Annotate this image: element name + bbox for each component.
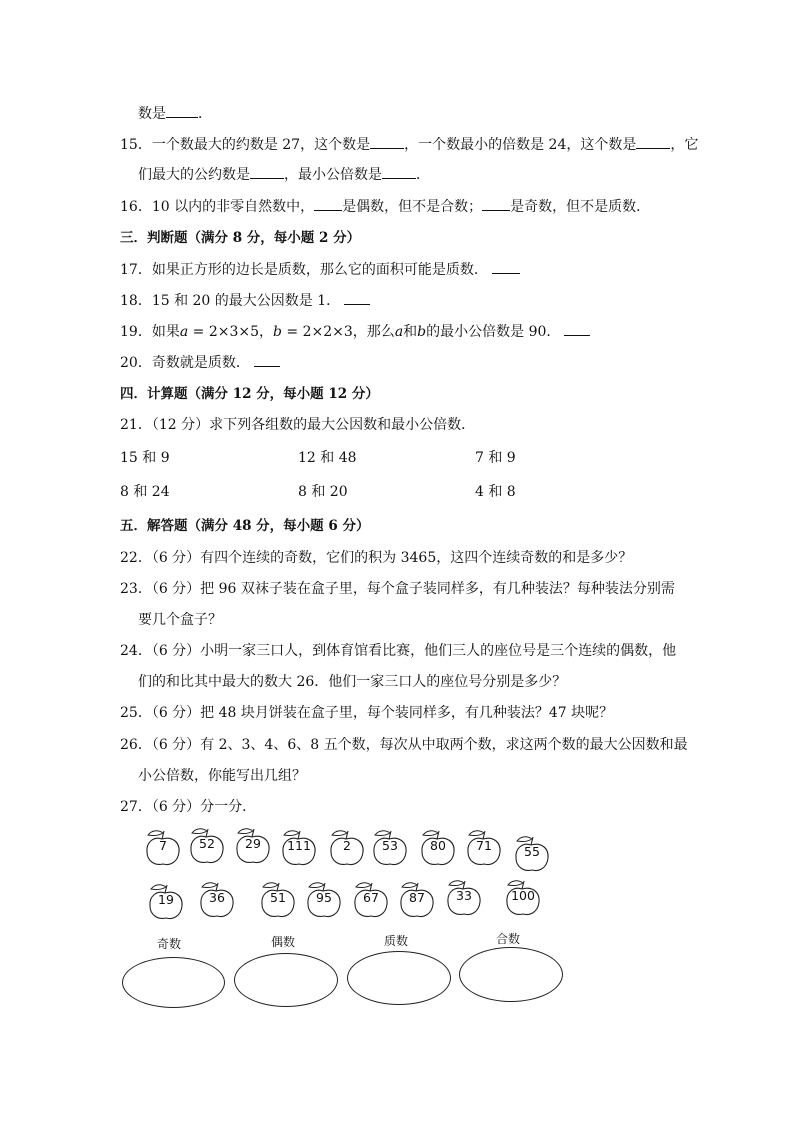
apple-number[interactable]: 111 — [278, 828, 314, 864]
question-23-line2: 要几个盒子？ — [138, 612, 222, 628]
pair-item: 8 和 20 — [298, 484, 348, 500]
question-15-line1: 15．一个数最大的约数是 27，这个数是 ，一个数最小的倍数是 24，这个数是 ，它 — [120, 134, 698, 155]
apple-number[interactable]: 52 — [186, 826, 222, 862]
question-22: 22．（6 分）有四个连续的奇数，它们的积为 3465，这四个连续奇数的和是多少？ — [120, 550, 633, 566]
answer-blank[interactable] — [482, 196, 510, 211]
category-label-prime: 质数 — [384, 934, 409, 948]
pair-item: 15 和 9 — [120, 450, 170, 466]
question-24-line1: 24．（6 分）小明一家三口人，到体育馆看比赛，他们三人的座位号是三个连续的偶数，他 — [120, 643, 677, 659]
apple-number[interactable]: 55 — [511, 834, 547, 870]
question-21: 21．（12 分）求下列各组数的最大公因数和最小公倍数． — [120, 417, 476, 433]
answer-blank[interactable] — [314, 196, 342, 211]
pair-item: 12 和 48 — [298, 450, 357, 466]
category-label-composite: 合数 — [496, 932, 521, 946]
apple-number[interactable]: 67 — [350, 880, 386, 916]
apple-number[interactable]: 36 — [196, 880, 232, 916]
question-20: 20．奇数就是质数． — [120, 352, 280, 373]
category-label-odd: 奇数 — [157, 937, 182, 951]
pair-item: 7 和 9 — [475, 450, 516, 466]
category-label-even: 偶数 — [271, 935, 296, 949]
question-16: 16．10 以内的非零自然数中， 是偶数，但不是合数； 是奇数，但不是质数． — [120, 196, 650, 217]
apple-number[interactable]: 87 — [396, 880, 432, 916]
question-17: 17．如果正方形的边长是质数，那么它的面积可能是质数． — [120, 259, 520, 280]
apple-number[interactable]: 51 — [257, 880, 293, 916]
answer-blank[interactable] — [564, 321, 590, 336]
answer-blank[interactable] — [166, 103, 198, 118]
pair-item: 4 和 8 — [475, 484, 516, 500]
apple-number[interactable]: 33 — [443, 878, 479, 914]
section-4-heading: 四．计算题（满分 12 分，每小题 12 分） — [120, 386, 379, 402]
question-26-line2: 小公倍数，你能写出几组？ — [138, 768, 306, 784]
answer-blank[interactable] — [254, 352, 280, 367]
question-19: 19．如果a = 2×3×5，b = 2×2×3，那么a和b的最小公倍数是 90． — [120, 321, 590, 342]
question-18: 18．15 和 20 的最大公因数是 1． — [120, 290, 370, 311]
answer-blank[interactable] — [492, 259, 520, 274]
question-23-line1: 23．（6 分）把 96 双袜子装在盒子里，每个盒子装同样多，有几种装法？每种装法分别需 — [120, 581, 675, 597]
answer-blank[interactable] — [382, 164, 416, 179]
apple-number[interactable]: 29 — [232, 826, 268, 862]
answer-blank[interactable] — [250, 164, 284, 179]
section-5-heading: 五．解答题（满分 48 分，每小题 6 分） — [120, 518, 370, 534]
apple-number[interactable]: 7 — [142, 828, 178, 864]
question-25: 25．（6 分）把 48 块月饼装在盒子里，每个装同样多，有几种装法？47 块呢？ — [120, 705, 614, 721]
question-27: 27．（6 分）分一分． — [120, 799, 257, 815]
prime-drop-zone[interactable] — [347, 951, 451, 1005]
apple-number[interactable]: 100 — [502, 878, 538, 914]
apple-number[interactable]: 71 — [463, 828, 499, 864]
answer-blank[interactable] — [344, 290, 370, 305]
apple-number[interactable]: 80 — [417, 828, 453, 864]
odd-drop-zone[interactable] — [122, 957, 225, 1008]
answer-blank[interactable] — [636, 134, 670, 149]
apple-number[interactable]: 95 — [303, 880, 339, 916]
apple-number[interactable]: 2 — [326, 828, 362, 864]
answer-blank[interactable] — [370, 134, 404, 149]
even-drop-zone[interactable] — [234, 953, 338, 1007]
composite-drop-zone[interactable] — [459, 947, 563, 1002]
apple-number[interactable]: 19 — [145, 882, 181, 918]
question-24-line2: 们的和比其中最大的数大 26．他们一家三口人的座位号分别是多少？ — [138, 674, 567, 690]
section-3-heading: 三．判断题（满分 8 分，每小题 2 分） — [120, 230, 361, 246]
question-15-line2: 们最大的公约数是 ，最小公倍数是 ． — [138, 164, 430, 185]
apple-number[interactable]: 53 — [369, 828, 405, 864]
q14-tail: 数是 ． — [138, 103, 212, 124]
pair-item: 8 和 24 — [120, 484, 170, 500]
question-26-line1: 26．（6 分）有 2、3、4、6、8 五个数，每次从中取两个数，求这两个数的最大公因数和最 — [120, 737, 688, 753]
